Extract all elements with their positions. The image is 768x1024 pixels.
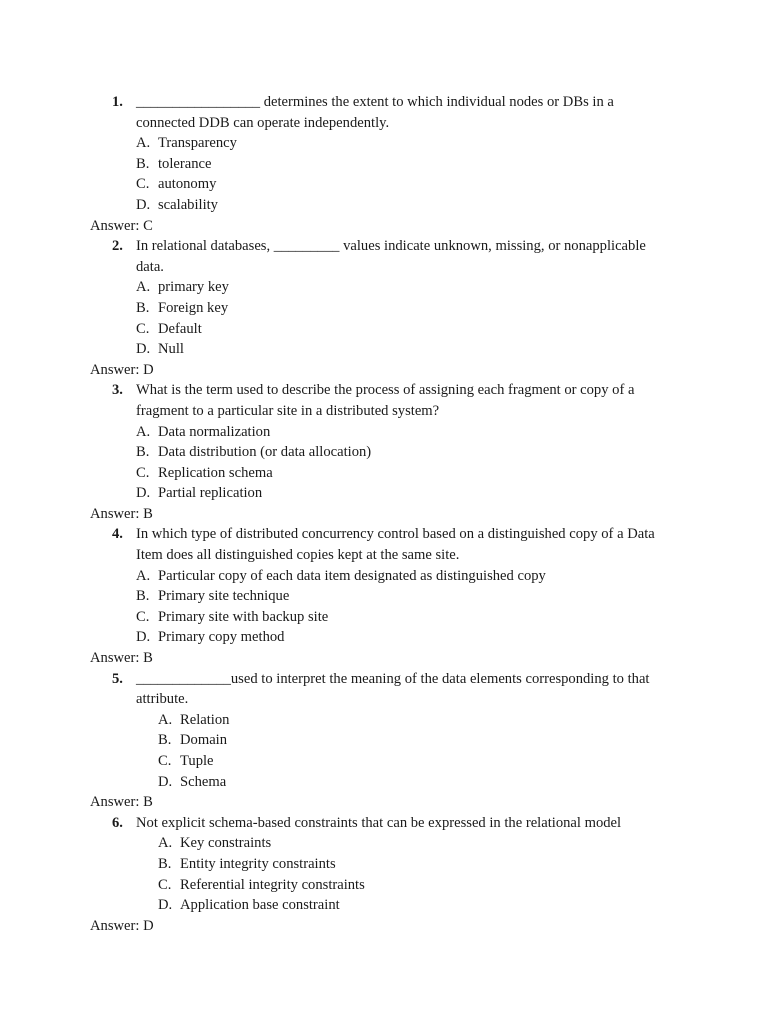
- option-letter: A.: [136, 135, 151, 152]
- question-3-line-1: [0, 380, 768, 401]
- answer-5: Answer: B: [90, 794, 153, 811]
- option-text: Data normalization: [158, 423, 271, 440]
- question-number: 4.: [112, 526, 123, 543]
- option-d: [0, 339, 768, 360]
- question-number: 1.: [112, 94, 123, 110]
- option-c: [0, 607, 768, 628]
- option-letter: D.: [136, 341, 151, 358]
- option-text: Referential integrity constraints: [180, 876, 365, 893]
- option-letter: D.: [136, 485, 151, 502]
- question-3-line-2: [0, 401, 768, 422]
- option-b: [0, 442, 768, 463]
- question-text: fragment to a particular site in a distributed system?: [136, 402, 440, 419]
- option-text: Primary site with backup site: [158, 608, 329, 625]
- option-text: Particular copy of each data item designated as distinguished copy: [158, 567, 546, 584]
- option-letter: A.: [158, 711, 173, 728]
- option-letter: C.: [136, 176, 150, 193]
- option-b: [0, 154, 768, 175]
- option-letter: B.: [136, 444, 150, 461]
- option-text: primary key: [158, 279, 229, 296]
- option-text: Partial replication: [158, 485, 263, 502]
- answer-3: Answer: B: [90, 505, 153, 522]
- question-number: 2.: [112, 238, 123, 255]
- option-text: Tuple: [180, 753, 214, 769]
- option-c: [0, 463, 768, 484]
- option-letter: B.: [158, 855, 172, 872]
- option-letter: B.: [136, 155, 150, 172]
- question-6-line-1: [0, 813, 768, 834]
- question-text: attribute.: [136, 691, 189, 708]
- option-b: [0, 854, 768, 875]
- question-2-line-1: [0, 236, 768, 257]
- answer-4: Answer: B: [90, 650, 153, 667]
- question-text: Not explicit schema-based constraints that can be expressed in the relational model: [136, 814, 622, 831]
- option-letter: C.: [158, 753, 172, 769]
- option-text: Replication schema: [158, 464, 273, 481]
- option-letter: A.: [136, 279, 151, 296]
- option-text: autonomy: [158, 176, 217, 193]
- option-c: [0, 319, 768, 340]
- question-number: 3.: [112, 382, 123, 399]
- question-2-line-2: [0, 257, 768, 278]
- question-text: Item does all distinguished copies kept at the same site.: [136, 547, 460, 564]
- option-a: [0, 133, 768, 154]
- option-a: [0, 422, 768, 443]
- question-text: What is the term used to describe the process of assigning each fragment or copy of a: [136, 382, 635, 399]
- option-text: Data distribution (or data allocation): [158, 444, 372, 461]
- question-text: data.: [136, 258, 164, 275]
- option-a: [0, 277, 768, 298]
- option-b: [0, 730, 768, 751]
- option-text: Domain: [180, 732, 228, 749]
- question-text: In relational databases, _________ values indicate unknown, missing, or nonapplicable: [136, 238, 646, 255]
- question-5-line-2: [0, 689, 768, 710]
- option-c: [0, 174, 768, 195]
- option-letter: A.: [158, 835, 173, 852]
- question-number: 6.: [112, 814, 123, 831]
- option-letter: B.: [136, 299, 150, 316]
- option-letter: D.: [136, 629, 151, 646]
- option-text: Foreign key: [158, 299, 229, 316]
- option-text: Primary site technique: [158, 588, 290, 605]
- option-d: [0, 195, 768, 216]
- question-text: _____________used to interpret the meaning of the data elements corresponding to that: [136, 670, 650, 687]
- option-a: [0, 833, 768, 854]
- answer-1: Answer: C: [90, 217, 153, 234]
- option-letter: D.: [158, 897, 173, 914]
- option-b: [0, 586, 768, 607]
- option-text: tolerance: [158, 155, 212, 172]
- option-letter: C.: [136, 608, 150, 625]
- question-text: connected DDB can operate independently.: [136, 114, 390, 131]
- option-letter: C.: [136, 320, 150, 337]
- option-d: [0, 895, 768, 916]
- option-d: [0, 627, 768, 648]
- option-text: Relation: [180, 711, 230, 728]
- option-a: [0, 566, 768, 587]
- question-1-line-2: [0, 113, 768, 134]
- answer-6: Answer: D: [90, 917, 154, 934]
- question-number: 5.: [112, 670, 123, 687]
- option-c: [0, 875, 768, 896]
- option-letter: D.: [158, 773, 173, 790]
- option-text: Key constraints: [180, 835, 272, 852]
- option-letter: C.: [136, 464, 150, 481]
- option-a: [0, 710, 768, 731]
- question-text: In which type of distributed concurrency control based on a distinguished copy of a Data: [136, 526, 655, 543]
- option-text: Application base constraint: [180, 897, 340, 914]
- option-c: [0, 751, 768, 772]
- option-text: Entity integrity constraints: [180, 855, 336, 872]
- option-text: scalability: [158, 196, 218, 213]
- option-letter: A.: [136, 567, 151, 584]
- option-d: [0, 772, 768, 793]
- option-text: Transparency: [158, 135, 237, 152]
- question-4-line-2: [0, 545, 768, 566]
- option-text: Schema: [180, 773, 227, 790]
- option-text: Default: [158, 320, 202, 337]
- question-1-line-1: [0, 92, 768, 113]
- option-text: Null: [158, 341, 184, 358]
- option-letter: D.: [136, 196, 151, 213]
- option-letter: B.: [136, 588, 150, 605]
- option-letter: A.: [136, 423, 151, 440]
- option-text: Primary copy method: [158, 629, 285, 646]
- question-5-line-1: [0, 669, 768, 690]
- answer-2: Answer: D: [90, 361, 154, 378]
- option-d: [0, 483, 768, 504]
- option-letter: B.: [158, 732, 172, 749]
- question-text: _________________ determines the extent to which individual nodes or DBs in a: [136, 94, 614, 110]
- option-b: [0, 298, 768, 319]
- question-4-line-1: [0, 524, 768, 545]
- option-letter: C.: [158, 876, 172, 893]
- question-document: [0, 92, 768, 936]
